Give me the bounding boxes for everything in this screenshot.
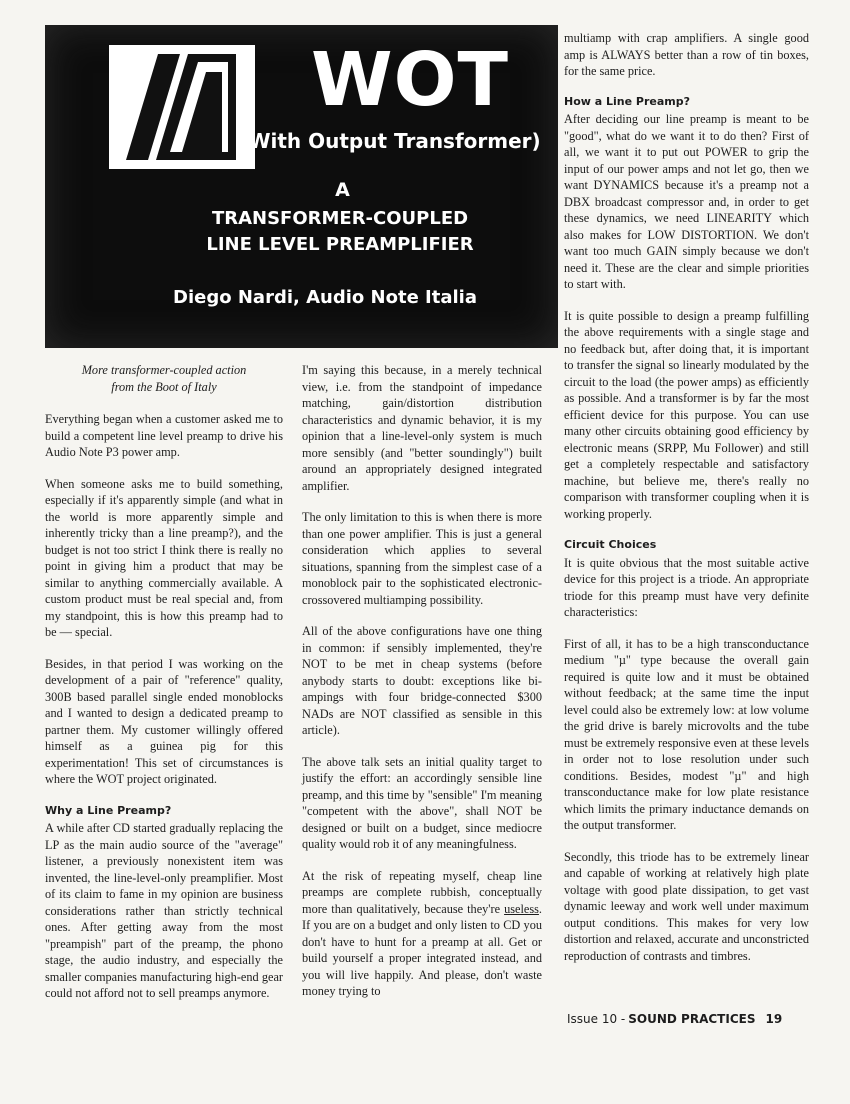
underlined-word: useless [504,901,539,916]
deck [45,362,283,395]
paragraph: Everything began when a customer asked me to build a competent line level preamp to drive his Audio Note P3 power amp. [45,412,283,459]
paragraph: The only limitation to this is when there is more than one power amplifier. This is just a general consideration which applies to several situations, spanning from the simplest case of a monoblock pair to the sophisticated electronic-crossovered multiamping possibility. [302,510,542,607]
paragraph: It is quite possible to design a preamp fulfilling the above requirements with a single stage and no feedback but, after doing that, it is important to transfer the signal so linearly modulated by the circuit to the load (the power amps) as efficiently as possible. And a transformer is by far the most efficient device for this purpose. You can use many other circuits obtaining good efficiency by electronic means (SRPP, Mu Follower) and still get a completely respectable and satisfactory machine, but believe me, there's really no comparison with transformer coupling when it is working properly. [564,308,809,521]
deck-line-1: More transformer-coupled action [81,363,247,377]
banner-title: WOT [310,37,509,123]
paragraph-text: . If you are on a budget and only listen to CD you don't have to hunt for a preamp at all. Get or build yourself a proper integrated instead, and you will live happily. And please, don't waste money trying to [302,901,542,998]
paragraph: Secondly, this triode has to be extremely linear and capable of working at relatively high plate voltage with good plate dissipation, to get vast dynamic leeway and work well under maximum output conditions. This makes for very low distortion and relaxed, accurate and unconstricted reproduction of contrasts and timbres. [564,849,809,963]
paragraph: I'm saying this because, in a merely technical view, i.e. from the standpoint of impedance matching, gain/distortion distribution characteristics and dynamic behavior, it is my opinion that a line-level-only system is much more sensibly (and "better soundingly") built around an appropriately designed integrated amplifier. [302,363,542,493]
section-heading: How a Line Preamp? [564,94,690,108]
paragraph: A while after CD started gradually replacing the LP as the main audio source of the "average" listener, a previously nonexistent item was invented, the line-level-only preamplifier. Most of its claim to fame in my opinion are business considerations rather than strictly technical ones. After getting away from the most "preampish" part of the preamp, the phono stage, the audio industry, and especially the smaller companies manufacturing high-end gear could not afford not to sell preamps anymore. [45,821,283,1000]
logo-mark-icon [112,48,252,166]
paragraph: All of the above configurations have one thing in common: if sensibly implemented, they're NOT to be met in cheap systems (before anybody starts to doubt: exceptions like bi-ampings with four bridge-connected $300 NADs are NOT classified as sensible in this article). [302,624,542,737]
title-banner [45,25,558,348]
page-number: 19 [765,1012,783,1026]
column-1 [45,362,283,1017]
banner-author: Diego Nardi, Audio Note Italia [173,287,477,308]
paragraph: The above talk sets an initial quality target to justify the effort: an accordingly sensible line preamp, and this time by "sensible" I'm meaning "competent with the above", shall NOT be designed or built on a budget, since mediocre quality would rob it of any meaningfulness. [302,754,542,851]
column-3 [564,30,809,979]
paragraph: multiamp with crap amplifiers. A single good amp is ALWAYS better than a row of tin boxes, for the same price. [564,31,809,78]
audio-note-logo [109,45,255,169]
paragraph: After deciding our line preamp is meant to be "good", what do we want it to do then? First of all, we want it to put out POWER to grip the input of our power amps and not let go, then we want DYNAMICS because it's a preamp not a DBX broadcast compressor and, in order to get these dynamics, we need LINEARITY which also makes for LOW DISTORTION. We don't want too much GAIN simply because we don't need it. These are the clear and simple priorities to start with. [564,112,809,291]
banner-line-1: TRANSFORMER-COUPLED [211,208,469,229]
banner-line-2: LINE LEVEL PREAMPLIFIER [206,234,474,255]
deck-line-2: from the Boot of Italy [111,379,217,394]
column-2 [302,362,542,1015]
issue-number: Issue 10 - [567,1012,626,1026]
paragraph-text: At the risk of repeating myself, cheap line preamps are complete rubbish, conceptually more than qualitatively, because they're [302,868,542,916]
paragraph [302,868,542,1000]
section-heading: Circuit Choices [564,538,657,551]
section-heading: Why a Line Preamp? [45,803,172,817]
banner-subtitle: (With Output Transformer) [239,129,541,153]
paragraph: Besides, in that period I was working on the development of a pair of "reference" quality, 300B based parallel single ended monoblocks and I wanted to design a dedicated preamp to partner them. My customer willingly offered himself as a guinea pig for this experimentation! This set of circumstances is where the WOT project originated. [45,656,283,786]
page-footer [567,1012,807,1026]
paragraph: When someone asks me to build something, especially if it's apparently simple (and what in the world is more apparently simple and inherently tricky than a line preamp?), and the budget is not too strict I think there is really no point in giving him a product that may be similar to anything commercially available. A custom product must be real special and, from my standpoint, this is how this preamp had to be — special. [45,476,283,639]
paragraph: First of all, it has to be a high transconductance medium "µ" type because the overall gain required is quite low and it must be obtained without feedback; at the same time the input level could also be extremely low: at low volume the grid drive is barely microvolts and the tube must be extremely responsive even at these levels in order not to lose resolution under such conditions. Besides, modest "µ" and high transconductance make for low plate resistance which limits the primary inductance demands on the output transformer. [564,636,809,832]
banner-a: A [335,179,350,201]
magazine-name: SOUND PRACTICES [628,1012,756,1026]
paragraph: It is quite obvious that the most suitable active device for this project is a triode. An appropriate triode for this preamp must have very definite characteristics: [564,555,809,619]
